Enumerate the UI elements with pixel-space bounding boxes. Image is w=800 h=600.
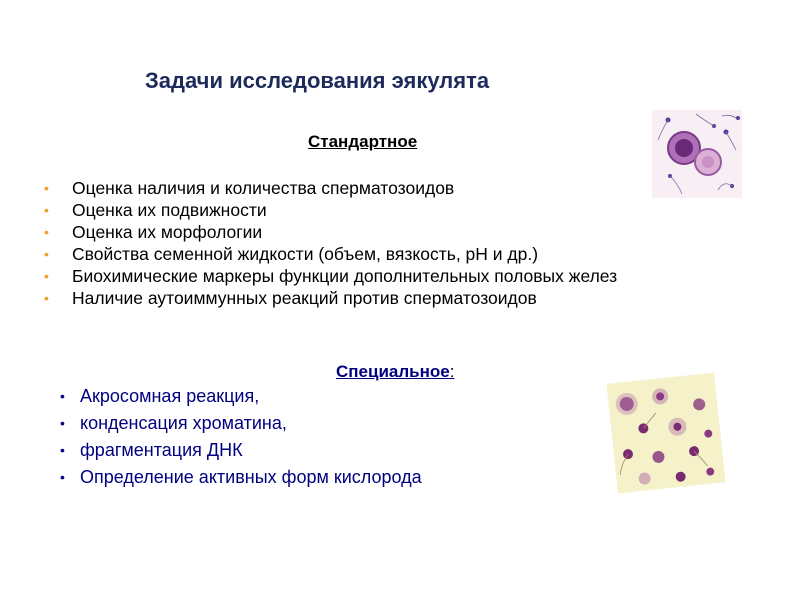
list-item-text: конденсация хроматина, <box>80 413 287 433</box>
micrograph-spots-graphic <box>607 373 726 494</box>
bullet-icon: • <box>44 180 49 196</box>
list-item-text: фрагментация ДНК <box>80 440 243 460</box>
list-item <box>44 178 704 198</box>
slide-title: Задачи исследования эякулята <box>145 68 490 93</box>
list-item-text: Акросомная реакция, <box>80 386 260 406</box>
bullet-icon: • <box>60 469 65 485</box>
sperm-micrograph-image <box>652 110 742 198</box>
bullet-icon: • <box>60 388 65 404</box>
list-item <box>60 467 540 487</box>
list-item-text: Свойства семенной жидкости (объем, вязкость, pH и др.) <box>72 244 539 264</box>
list-item <box>60 386 540 406</box>
list-item-text: Биохимические маркеры функции дополнительных половых желез <box>72 266 618 286</box>
list-item <box>44 266 704 286</box>
acrosome-micrograph-image <box>607 373 726 494</box>
list-item-text: Определение активных форм кислорода <box>80 467 422 487</box>
special-heading-colon: : <box>449 362 455 381</box>
bullet-icon: • <box>60 415 65 431</box>
bullet-icon: • <box>44 268 49 284</box>
list-item-text: Оценка их подвижности <box>72 200 267 220</box>
list-item <box>44 244 704 264</box>
bullet-icon: • <box>44 202 49 218</box>
bullet-icon: • <box>60 442 65 458</box>
standard-heading: Стандартное <box>308 132 418 151</box>
special-list <box>60 386 540 494</box>
list-item <box>44 200 704 220</box>
special-heading <box>336 362 454 382</box>
list-item <box>44 288 704 308</box>
list-item <box>44 222 704 242</box>
list-item-text: Оценка их морфологии <box>72 222 263 242</box>
list-item-text: Оценка наличия и количества сперматозоидов <box>72 178 455 198</box>
list-item-text: Наличие аутоиммунных реакций против сперматозоидов <box>72 288 537 308</box>
standard-list <box>44 178 704 310</box>
bullet-icon: • <box>44 246 49 262</box>
list-item <box>60 440 540 460</box>
bullet-icon: • <box>44 290 49 306</box>
list-item <box>60 413 540 433</box>
special-heading-text: Специальное <box>336 362 450 381</box>
micrograph-cells-graphic <box>652 110 742 198</box>
bullet-icon: • <box>44 224 49 240</box>
